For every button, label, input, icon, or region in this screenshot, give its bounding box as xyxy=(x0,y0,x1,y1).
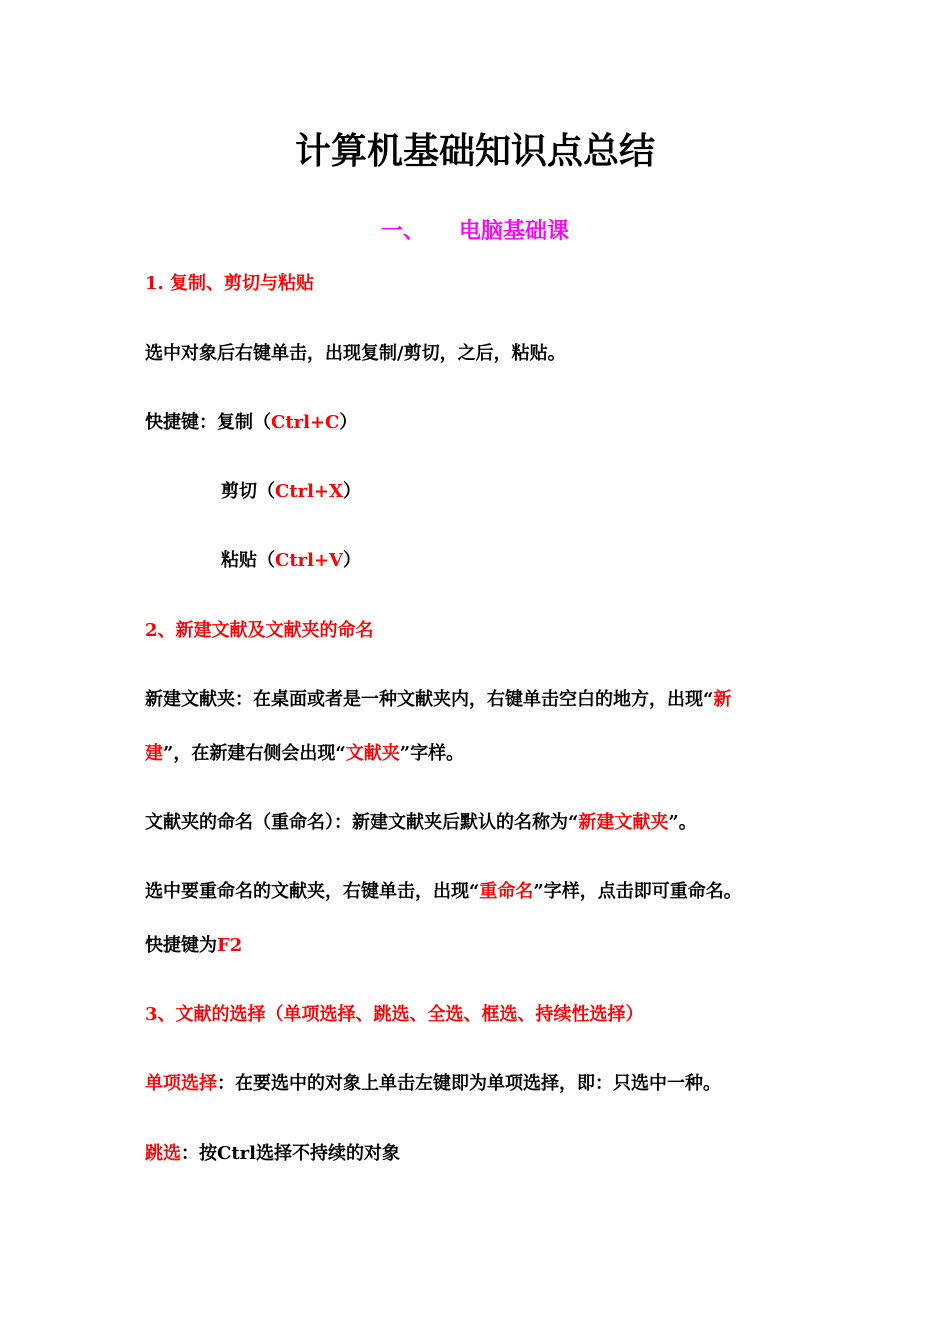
text-segment: ：按Ctrl选择不持续的对象 xyxy=(181,1143,400,1164)
text-segment: ”字样。 xyxy=(399,743,465,764)
shortcut-label: 快捷键： xyxy=(145,412,217,433)
shortcut-cut-line xyxy=(221,480,361,504)
highlight-single-select: 单项选择 xyxy=(145,1073,217,1094)
close-paren: ） xyxy=(343,550,362,571)
text-segment: ”，在新建右侧会出现“ xyxy=(163,743,346,764)
shortcut-cut-key: Ctrl+X xyxy=(275,481,344,502)
shortcut-paste-line xyxy=(221,549,361,573)
paragraph-rename xyxy=(145,880,742,904)
close-paren: ） xyxy=(339,412,358,433)
text-segment: 选中要重命名的文献夹，右键单击，出现“ xyxy=(145,881,480,902)
highlight-f2: F2 xyxy=(217,935,243,956)
shortcut-copy-line xyxy=(145,411,357,435)
text-segment: 快捷键为 xyxy=(145,935,217,956)
paragraph-jump-select xyxy=(145,1142,400,1166)
section-heading xyxy=(0,217,950,245)
close-paren: ） xyxy=(343,481,362,502)
highlight-new: 新 xyxy=(713,689,732,710)
highlight-jump-select: 跳选 xyxy=(145,1143,181,1164)
paragraph-rename-shortcut xyxy=(145,934,242,958)
text-segment: 新建文献夹：在桌面或者是一种文献夹内，右键单击空白的地方，出现“ xyxy=(145,689,714,710)
shortcut-paste-key: Ctrl+V xyxy=(275,550,344,571)
highlight-rename: 重命名 xyxy=(479,881,534,902)
text-segment: 文献夹的命名（重命名）：新建文献夹后默认的名称为“ xyxy=(145,812,579,833)
paragraph-single-select xyxy=(145,1072,721,1096)
highlight-folder: 文献夹 xyxy=(345,743,400,764)
shortcut-cut-name: 剪切（ xyxy=(221,481,275,502)
highlight-new-cont: 建 xyxy=(145,743,163,764)
text-segment: ”字样，点击即可重命名。 xyxy=(533,881,742,902)
document-title: 计算机基础知识点总结 xyxy=(294,130,655,172)
paragraph-new-folder-line2 xyxy=(145,742,464,766)
heading-file-selection: 3、文献的选择（单项选择、跳选、全选、框选、持续性选择） xyxy=(145,1004,644,1025)
paragraph-folder-naming xyxy=(145,811,697,835)
shortcut-copy-name: 复制（ xyxy=(217,412,271,433)
shortcut-copy-key: Ctrl+C xyxy=(271,412,340,433)
heading-new-folder: 2、新建文献及文献夹的命名 xyxy=(145,620,374,641)
paragraph-new-folder-line1 xyxy=(145,688,731,712)
highlight-default-name: 新建文献夹 xyxy=(578,812,669,833)
paragraph-copy-description: 选中对象后右键单击，出现复制/剪切，之后，粘贴。 xyxy=(145,343,566,364)
text-segment: ：在要选中的对象上单击左键即为单项选择，即：只选中一种。 xyxy=(217,1073,721,1094)
heading-copy-cut-paste: 1. 复制、剪切与粘贴 xyxy=(145,273,315,294)
text-segment: ”。 xyxy=(668,812,697,833)
shortcut-paste-name: 粘贴（ xyxy=(221,550,275,571)
section-number: 一、 xyxy=(380,218,425,244)
section-title: 电脑基础课 xyxy=(459,218,570,244)
